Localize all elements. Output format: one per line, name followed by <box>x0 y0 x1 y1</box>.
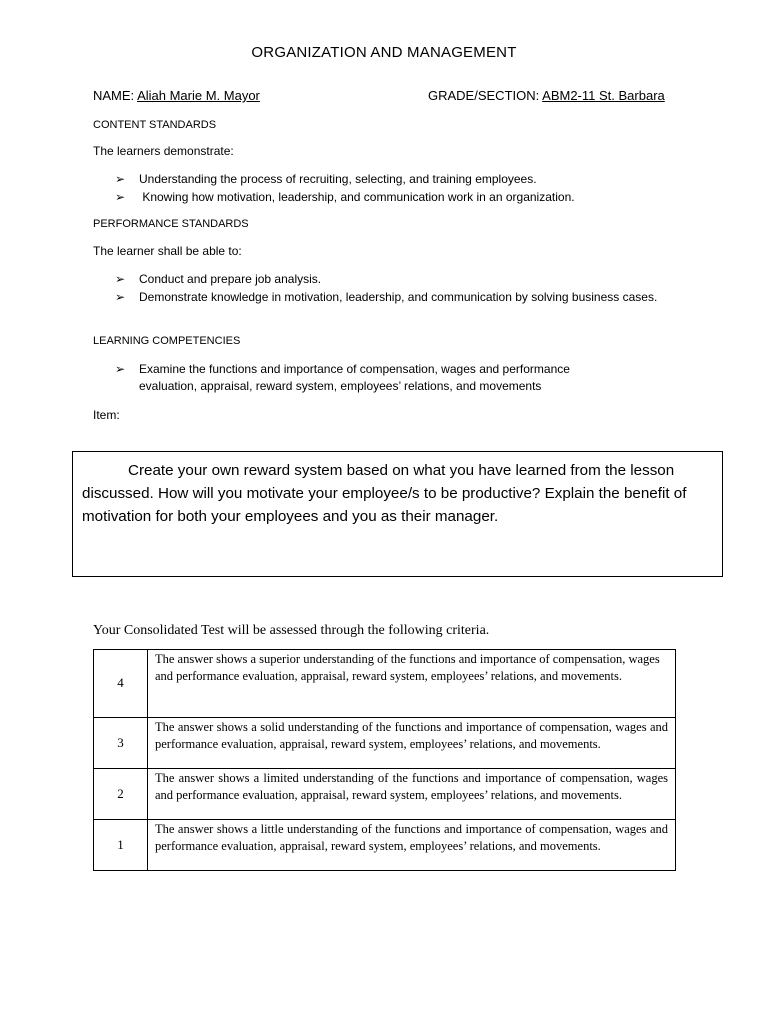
task-prompt-wrapper <box>82 459 710 528</box>
arrow-bullet-icon: ➢ <box>115 362 126 376</box>
arrow-bullet-icon: ➢ <box>115 190 126 204</box>
description-cell: The answer shows a superior understanding of the functions and importance of compensation, wages and performance evaluation, appraisal, reward system, employees’ relations, and movements. <box>148 650 676 718</box>
learning-competency-item-1: Examine the functions and importance of compensation, wages and performance evaluation, appraisal, reward system, employees’ relations, and movements <box>139 362 570 393</box>
arrow-bullet-icon: ➢ <box>115 290 126 304</box>
table-row <box>94 820 676 871</box>
item-label: Item: <box>93 408 120 422</box>
table-row <box>94 769 676 820</box>
score-cell: 2 <box>94 769 148 820</box>
learning-competencies-heading: LEARNING COMPETENCIES <box>93 335 241 347</box>
list-item <box>115 171 675 188</box>
list-item <box>115 189 675 206</box>
content-standard-item-1: Understanding the process of recruiting, selecting, and training employees. <box>139 172 537 186</box>
criteria-intro: Your Consolidated Test will be assessed through the following criteria. <box>93 623 490 638</box>
arrow-bullet-icon: ➢ <box>115 172 126 186</box>
table-row <box>94 718 676 769</box>
name-value: Aliah Marie M. Mayor <box>137 88 260 103</box>
description-cell: The answer shows a little understanding of the functions and importance of compensation, wages and performance evaluation, appraisal, reward system, employees’ relations, and movements. <box>148 820 676 871</box>
description-cell: The answer shows a solid understanding of the functions and importance of compensation, wages and performance evaluation, appraisal, reward system, employees’ relations, and movements. <box>148 718 676 769</box>
task-prompt: Create your own reward system based on what you have learned from the lesson discussed. How will you motivate your employee/s to be productive? Explain the benefit of motivation for both your employees and you as their manager. <box>82 462 687 525</box>
content-standards-heading: CONTENT STANDARDS <box>93 119 217 131</box>
performance-standards-intro: The learner shall be able to: <box>93 244 242 258</box>
name-label: NAME: <box>93 88 135 103</box>
score-cell: 3 <box>94 718 148 769</box>
table-row <box>94 650 676 718</box>
list-item <box>115 289 675 323</box>
list-item <box>115 271 675 288</box>
arrow-bullet-icon: ➢ <box>115 272 126 286</box>
score-cell: 1 <box>94 820 148 871</box>
name-field <box>93 88 260 103</box>
page-title: ORGANIZATION AND MANAGEMENT <box>251 44 517 61</box>
grade-section-field <box>428 88 665 103</box>
performance-standard-item-2: Demonstrate knowledge in motivation, leadership, and communication by solving business cases. <box>139 290 658 304</box>
score-cell: 4 <box>94 650 148 718</box>
grade-section-value: ABM2-11 St. Barbara <box>542 88 665 103</box>
criteria-table <box>93 649 676 871</box>
content-standards-intro: The learners demonstrate: <box>93 144 234 158</box>
content-standard-item-2: Knowing how motivation, leadership, and communication work in an organization. <box>139 190 575 204</box>
grade-section-label: GRADE/SECTION: <box>428 88 540 103</box>
performance-standards-heading: PERFORMANCE STANDARDS <box>93 218 249 230</box>
description-cell: The answer shows a limited understanding of the functions and importance of compensation, wages and performance evaluation, appraisal, reward system, employees’ relations, and movements. <box>148 769 676 820</box>
performance-standard-item-1: Conduct and prepare job analysis. <box>139 272 322 286</box>
list-item <box>115 361 675 395</box>
task-box <box>72 451 723 577</box>
